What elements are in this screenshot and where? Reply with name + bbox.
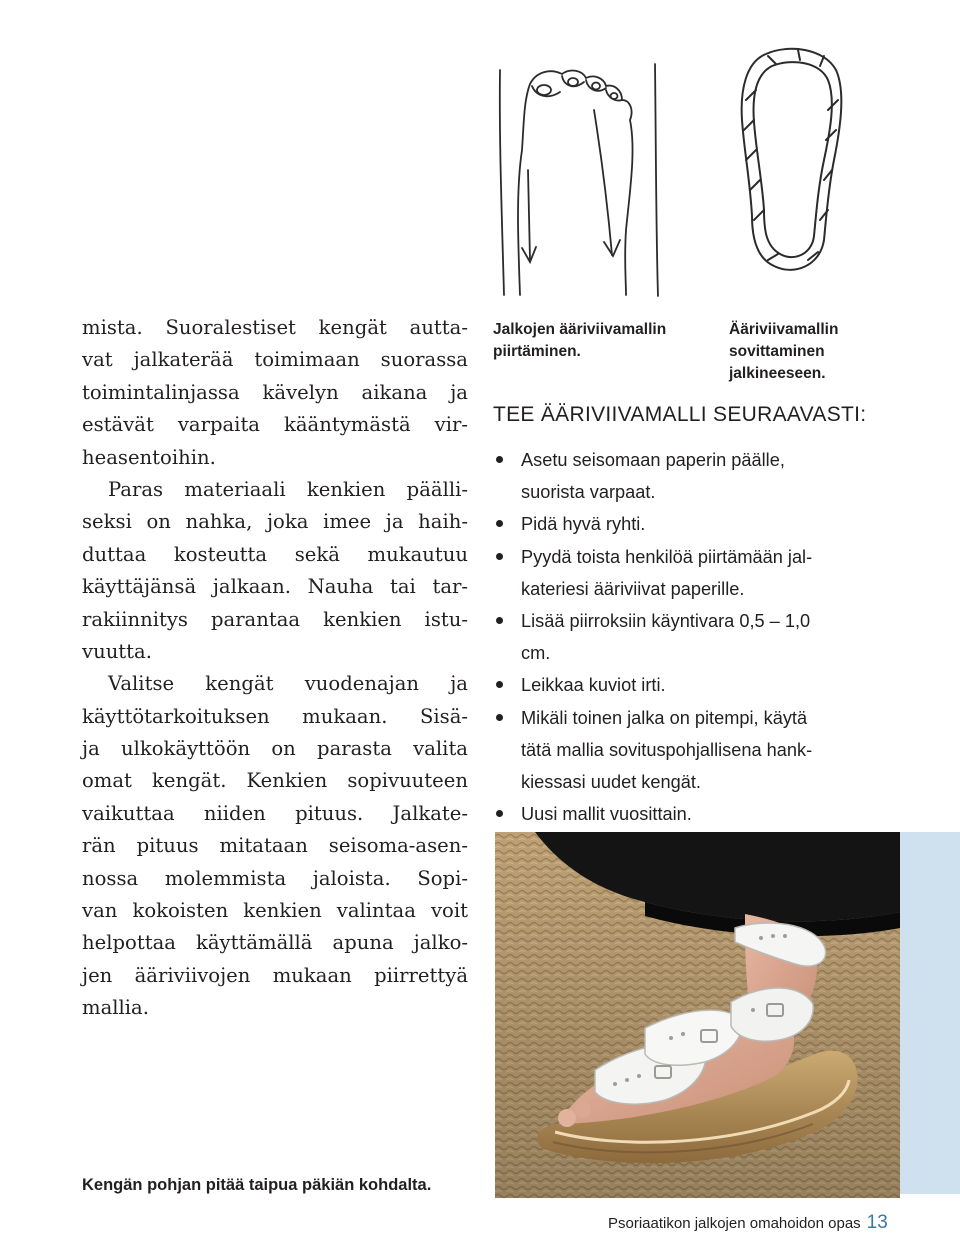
list-item	[493, 541, 893, 605]
body-line: vuutta.	[82, 639, 152, 663]
sandal-photo	[495, 832, 900, 1198]
caption-line: piirtäminen.	[493, 343, 581, 360]
step-line: kiessasi uudet kengät.	[521, 772, 701, 793]
caption-line: Jalkojen ääriviivamallin	[493, 321, 667, 338]
body-line: vat jalkaterää toimimaan suorassa	[82, 348, 468, 372]
body-line: mista. Suoralestiset kengät autta-	[82, 316, 468, 339]
page-footer	[608, 1212, 888, 1234]
body-line: nossa molemmista jaloista. Sopi-	[82, 866, 468, 890]
list-item	[493, 702, 893, 799]
body-line: vaikuttaa niiden pituus. Jalkate-	[82, 801, 468, 825]
bullet-icon	[496, 714, 503, 721]
list-item	[493, 444, 893, 508]
sole-outline-drawing	[728, 40, 858, 280]
step-line: Asetu seisomaan paperin päälle,	[521, 450, 785, 470]
drawing-caption-right	[729, 319, 838, 385]
body-line: estävät varpaita kääntymästä vir-	[82, 413, 468, 437]
body-line: seksi on nahka, joka imee ja haih-	[82, 510, 468, 534]
body-line: käyttötarkoituksen mukaan. Sisä-	[82, 704, 468, 728]
list-item	[493, 669, 893, 701]
bullet-icon	[496, 456, 503, 463]
body-line: duttaa kosteutta sekä mukautuu	[82, 542, 468, 566]
body-line: rän pituus mitataan seisoma-asen-	[82, 834, 468, 858]
step-line: Pidä hyvä ryhti.	[521, 514, 646, 535]
body-line: jen ääriviivojen mukaan piirrettyä	[82, 963, 468, 987]
body-text	[82, 312, 468, 1025]
step-line: Leikkaa kuviot irti.	[521, 675, 666, 696]
footer-title: Psoriaatikon jalkojen omahoidon opas	[608, 1215, 861, 1232]
body-line: toimintalinjassa kävelyn aikana ja	[82, 380, 468, 404]
step-line: Mikäli toinen jalka on pitempi, käytä	[521, 707, 808, 728]
body-line: Valitse kengät vuodenajan ja	[108, 672, 468, 696]
body-line: rakiinnitys parantaa kenkien istu-	[82, 607, 468, 631]
bullet-icon	[496, 617, 503, 624]
step-line: Uusi mallit vuosittain.	[521, 804, 692, 825]
body-line: käyttäjänsä jalkaan. Nauha tai tar-	[82, 575, 468, 599]
step-line: suorista varpaat.	[521, 482, 656, 503]
drawing-caption-left	[493, 319, 666, 363]
steps-list	[493, 444, 893, 830]
body-line: heasentoihin.	[82, 445, 216, 469]
list-item	[493, 508, 893, 540]
step-line: kateriesi ääriviivat paperille.	[521, 578, 745, 599]
body-line: ja ulkokäyttöön on parasta valita	[82, 737, 468, 761]
photo-caption: Kengän pohjan pitää taipua päkiän kohdalta.	[82, 1176, 432, 1194]
step-line: Lisää piirroksiin käyntivara 0,5 – 1,0	[521, 611, 811, 632]
foot-outline-drawing	[490, 40, 670, 302]
bullet-icon	[496, 810, 503, 817]
accent-panel	[900, 832, 960, 1194]
body-line: van kokoisten kenkien valintaa voit	[82, 899, 468, 923]
bullet-icon	[496, 520, 503, 527]
step-line: cm.	[521, 643, 551, 664]
bullet-icon	[496, 681, 503, 688]
body-line: omat kengät. Kenkien sopivuuteen	[82, 769, 468, 793]
step-line: Pyydä toista henkilöä piirtämään jal-	[521, 546, 813, 567]
caption-line: Ääriviivamallin	[729, 321, 839, 338]
body-line: mallia.	[82, 996, 149, 1020]
step-line: tätä mallia sovituspohjallisena hank-	[521, 739, 813, 760]
caption-line: sovittaminen	[729, 343, 825, 360]
page-number: 13	[866, 1212, 888, 1233]
body-line: helpottaa käyttämällä apuna jalko-	[82, 931, 468, 955]
list-item	[493, 798, 893, 830]
body-line: Paras materiaali kenkien päälli-	[108, 477, 468, 501]
bullet-icon	[496, 553, 503, 560]
section-title: TEE ÄÄRIVIIVAMALLI SEURAAVASTI:	[493, 403, 867, 426]
list-item	[493, 605, 893, 669]
caption-line: jalkineeseen.	[729, 365, 826, 382]
